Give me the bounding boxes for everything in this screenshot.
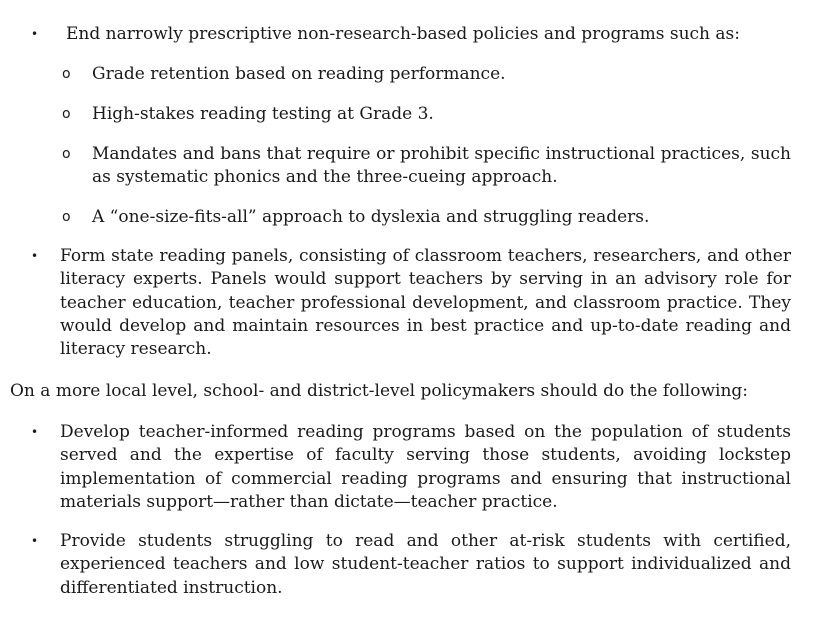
sub-item-mandates-bans: Mandates and bans that require or prohibit specific instructional practices, such as systematic phonics and the three-cueing approach. xyxy=(92,144,791,188)
list-item-end-policies: End narrowly prescriptive non-research-based policies and programs such as: xyxy=(66,24,740,44)
list-item-state-reading-panels: Form state reading panels, consisting of classroom teachers, researchers, and other literacy experts. Panels would support teachers by serving in an advisory role for teacher education, teacher professional development, and classroom practice. They would develop and maintain resources in best practice and up-to-date reading and literacy research. xyxy=(60,246,791,360)
sub-bullet-marker: o xyxy=(62,146,71,162)
sub-bullet-marker: o xyxy=(62,66,71,82)
list-item-teacher-informed-programs: Develop teacher-informed reading programs based on the population of students served and the expertise of faculty serving those students, avoiding lockstep implementation of commercial reading programs and ensuring that instructional materials support—rather than dictate—teacher practice. xyxy=(60,422,791,512)
bullet-marker: • xyxy=(31,249,39,263)
bullet-marker: • xyxy=(31,27,39,41)
sub-item-grade-retention: Grade retention based on reading performance. xyxy=(92,64,506,84)
sub-bullet-marker: o xyxy=(62,209,71,225)
sub-bullet-marker: o xyxy=(62,106,71,122)
sub-item-one-size-fits-all: A “one-size-fits-all” approach to dyslexia and struggling readers. xyxy=(92,207,650,227)
bullet-marker: • xyxy=(31,425,39,439)
bullet-marker: • xyxy=(31,534,39,548)
intro-paragraph: On a more local level, school- and district-level policymakers should do the following: xyxy=(10,381,749,401)
list-item-at-risk-students: Provide students struggling to read and other at-risk students with certified, experienced teachers and low student-teacher ratios to support individualized and differentiated instruction. xyxy=(60,531,791,598)
sub-item-high-stakes-testing: High-stakes reading testing at Grade 3. xyxy=(92,104,434,124)
